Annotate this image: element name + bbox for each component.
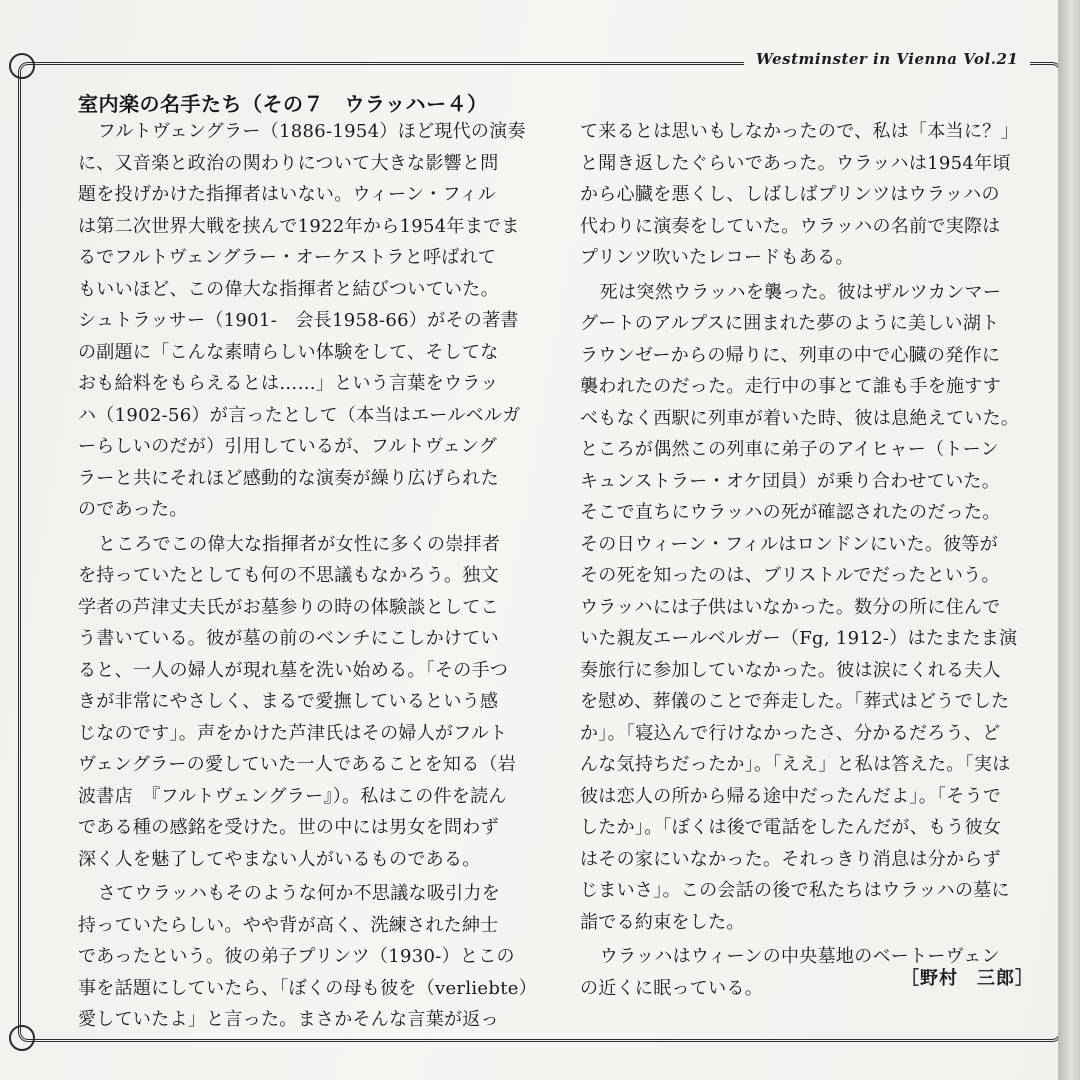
- text-line: 詣でる約束をした。: [580, 911, 745, 933]
- series-header: Westminster in Vienna Vol.21: [744, 50, 1030, 68]
- text-line: のであった。: [78, 499, 188, 520]
- text-line: う書いている。彼が墓の前のベンチにこしかけてい: [78, 628, 499, 649]
- article-paragraph: [78, 529, 548, 876]
- text-line: ウラッハには子供はいなかった。数分の所に住んで: [580, 596, 1001, 618]
- text-line: から心臓を悪くし、しばしばプリンツはウラッハの: [580, 184, 1000, 205]
- text-line: 学者の芦津丈夫氏がお墓参りの時の体験談としてこ: [78, 596, 499, 618]
- article-paragraph: [78, 878, 548, 1036]
- text-line: ラウンゼーからの帰りに、列車の中で心臓の発作に: [580, 344, 1001, 366]
- text-line: ラーと共にそれほど感動的な演奏が繰り広げられた: [78, 467, 499, 489]
- author-credit: ［野村 三郎］: [901, 968, 1034, 989]
- article-paragraph: [78, 116, 548, 526]
- text-line: 持っていたらしい。やや背が高く、洗練された紳士: [78, 914, 499, 936]
- text-line: 襲われたのだった。走行中の事とて誰も手を施すす: [580, 376, 1002, 397]
- text-line: ると、一人の婦人が現れ墓を洗い始める。「その手つ: [78, 659, 509, 681]
- text-line: 題を投げかけた指揮者はいない。ウィーン・フィル: [78, 184, 497, 205]
- text-line: 深く人を魅了してやまない人がいるものである。: [78, 848, 481, 870]
- text-line: の近くに眠っている。: [580, 977, 763, 999]
- article-title: 室内楽の名手たち（その７ ウラッハー４）: [78, 92, 488, 116]
- text-line: の副題に「こんな素晴らしい体験をして、そしてな: [78, 341, 499, 363]
- text-line: シュトラッサー（1901- 会長1958-66）がその著書: [78, 310, 519, 331]
- text-line: いた親友エールベルガー（Fg, 1912-）はたまたま演: [580, 628, 1018, 649]
- text-line: その日ウィーン・フィルはロンドンにいた。彼等が: [580, 533, 999, 555]
- text-line: 事を話題にしていたら、「ぼくの母も彼を（verliebte）: [78, 977, 537, 999]
- text-line: である種の感銘を受けた。世の中には男女を問わず: [78, 817, 499, 838]
- text-line: か」。「寝込んで行けなかったさ、分かるだろう、ど: [580, 722, 1001, 744]
- text-line: ヴェングラーの愛していた一人であることを知る（岩: [78, 754, 517, 775]
- text-line: べもなく西駅に列車が着いた時、彼は息絶えていた。: [580, 407, 1020, 429]
- text-line: もいいほど、この偉大な指揮者と結びついていた。: [78, 278, 499, 300]
- adjacent-page-edge: [1058, 0, 1080, 1080]
- text-line: ウラッハはウィーンの中央墓地のベートーヴェン: [599, 946, 1000, 967]
- text-line: フルトヴェングラー（1886-1954）ほど現代の演奏: [97, 121, 526, 142]
- text-line: そこで直ちにウラッハの死が確認されたのだった。: [580, 502, 1001, 523]
- text-line: 愛していたよ」と言った。まさかそんな言葉が返っ: [78, 1009, 499, 1030]
- text-line: 代わりに演奏をしていた。ウラッハの名前で実際は: [580, 215, 1001, 237]
- text-line: きが非常にやさしく、まるで愛撫しているという感: [78, 691, 499, 712]
- text-line: るでフルトヴェングラー・オーケストラと呼ばれて: [78, 247, 497, 268]
- text-line: と聞き返したぐらいであった。ウラッハは1954年頃: [580, 152, 1011, 174]
- text-line: ところでこの偉大な指揮者が女性に多くの崇拝者: [97, 533, 501, 555]
- text-line: 奏旅行に参加していなかった。彼は涙にくれる夫人: [580, 659, 1001, 681]
- corner-ornament-icon: [9, 53, 35, 79]
- text-line: て来るとは思いもしなかったので、私は「本当に？」: [580, 121, 1019, 142]
- article-paragraph: [580, 116, 1050, 274]
- text-line: 彼は恋人の所から帰る途中だったんだよ」。「そうで: [580, 785, 1002, 807]
- text-line: さてウラッハもそのような何か不思議な吸引力を: [97, 883, 501, 904]
- text-line: はその家にいなかった。それっきり消息は分からず: [580, 848, 1001, 870]
- text-line: じまいさ」。この会話の後で私たちはウラッハの墓に: [580, 880, 1010, 901]
- text-line: ところが偶然この列車に弟子のアイヒャー（トーン: [580, 439, 999, 460]
- text-line: おも給料をもらえるとは……」という言葉をウラッ: [78, 373, 499, 394]
- text-line: プリンツ吹いたレコードもある。: [580, 247, 854, 268]
- text-line: は第二次世界大戦を挟んで1922年から1954年までま: [78, 215, 520, 237]
- text-line: 死は突然ウラッハを襲った。彼はザルツカンマー: [599, 281, 1002, 303]
- text-line: じなのです」。声をかけた芦津氏はその婦人がフルト: [78, 722, 508, 744]
- text-line: その死を知ったのは、ブリストルでだったという。: [580, 565, 1000, 586]
- article-paragraph: [580, 277, 1050, 939]
- right-column: [580, 116, 1050, 1007]
- text-line: であったという。彼の弟子プリンツ（1930-）とこの: [78, 946, 515, 967]
- text-line: に、又音楽と政治の関わりについて大きな影響と問: [78, 152, 499, 174]
- text-line: ーらしいのだが）引用しているが、フルトヴェング: [78, 436, 498, 457]
- left-column: [78, 116, 548, 1039]
- text-line: 波書店 『フルトヴェングラー』）。私はこの件を読ん: [78, 785, 507, 807]
- text-line: を持っていたとしても何の不思議もなかろう。独文: [78, 565, 499, 586]
- text-line: を慰め、葬儀のことで奔走した。「葬式はどうでした: [580, 691, 1010, 712]
- corner-ornament-icon: [9, 1025, 35, 1051]
- text-line: キュンストラー・オケ団員）が乗り合わせていた。: [580, 470, 1000, 492]
- text-line: グートのアルプスに囲まれた夢のように美しい湖ト: [580, 313, 1000, 334]
- text-line: したか」。「ぼくは後で電話をしたんだが、もう彼女: [580, 817, 1002, 838]
- text-line: ハ（1902-56）が言ったとして（本当はエールベルガ: [78, 404, 521, 426]
- text-line: んな気持ちだったか」。「ええ」と私は答えた。「実は: [580, 754, 1011, 775]
